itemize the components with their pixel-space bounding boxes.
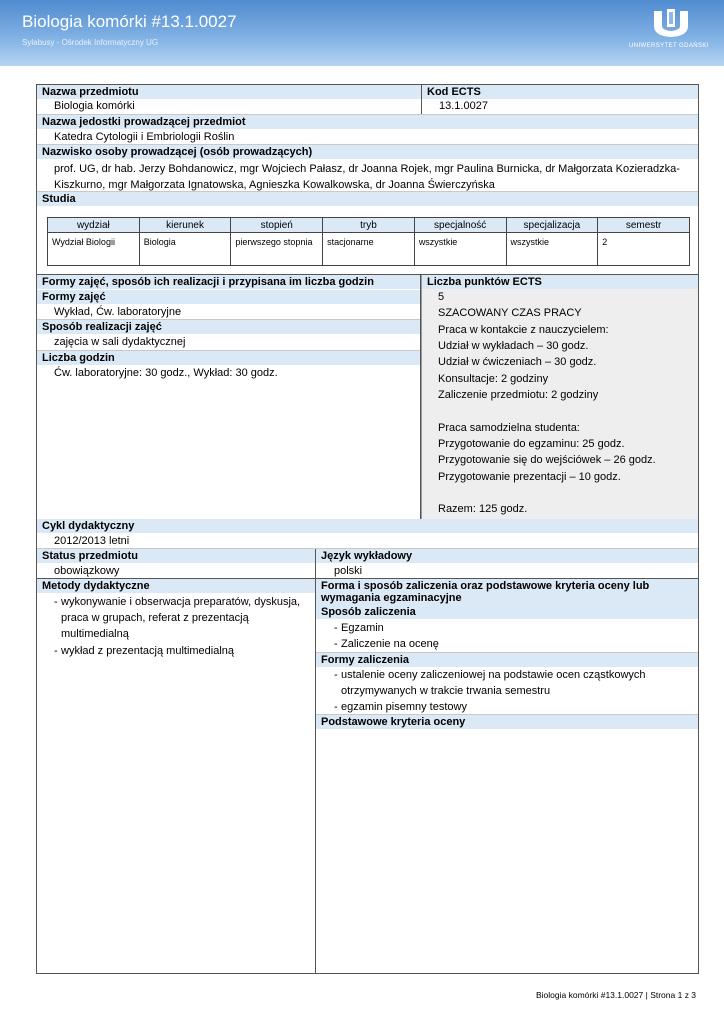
hours-label: Liczba godzin bbox=[37, 351, 420, 365]
ects-line: Praca samodzielna studenta: bbox=[438, 421, 580, 434]
ects-line: Przygotowanie prezentacji – 10 godz. bbox=[438, 470, 621, 483]
assessment-label-line-2: wymagania egzaminacyjne bbox=[321, 592, 462, 604]
ects-line: Przygotowanie się do wejściówek – 26 godz. bbox=[438, 454, 656, 467]
studia-cell-wydzial: Wydział Biologii bbox=[48, 233, 140, 266]
list-item: - wykład z prezentacją multimedialną bbox=[54, 643, 300, 659]
teachers-line-1: prof. UG, dr hab. Jerzy Bohdanowicz, mgr Wojciech Pałasz, dr Joanna Rojek, mgr Paulina Burnicka, dr Małgorzata Kozieradzka- bbox=[54, 163, 680, 175]
table-row bbox=[48, 233, 690, 266]
header-banner bbox=[0, 0, 724, 66]
list-item: - Egzamin bbox=[334, 622, 384, 634]
studia-cell-tryb: stacjonarne bbox=[323, 233, 415, 266]
method-label: Sposób realizacji zajęć bbox=[37, 320, 420, 334]
assessment-mode-label: Sposób zaliczenia bbox=[316, 605, 698, 619]
list-item: - ustalenie oceny zaliczeniowej na podstawie ocen cząstkowych otrzymywanych w trakcie trwania semestru bbox=[334, 667, 646, 699]
list-item: - egzamin pisemny testowy bbox=[334, 701, 467, 714]
studia-header-row bbox=[48, 218, 690, 233]
document-title: Biologia komórki #13.1.0027 bbox=[22, 12, 237, 31]
assessment-forms-label: Formy zaliczenia bbox=[316, 653, 698, 667]
studia-label: Studia bbox=[37, 192, 698, 206]
assessment-label bbox=[316, 579, 698, 605]
page-footer: Biologia komórki #13.1.0027 | Strona 1 z 3 bbox=[536, 990, 697, 1000]
language-value: polski bbox=[334, 565, 363, 577]
studia-table bbox=[47, 217, 690, 266]
ects-line: Przygotowanie do egzaminu: 25 godz. bbox=[438, 438, 625, 451]
hours-value: Ćw. laboratoryjne: 30 godz., Wykład: 30 godz. bbox=[54, 367, 278, 379]
list-item: - wykonywanie i obserwacja preparatów, dyskusja, praca w grupach, referat z prezentacją multimedialną bbox=[54, 594, 300, 643]
studia-cell-stopien: pierwszego stopnia bbox=[231, 233, 323, 266]
studia-col-specjalizacja: specjalizacja bbox=[506, 218, 598, 233]
assessment-forms-list bbox=[334, 667, 646, 716]
studia-col-specjalnosc: specjalność bbox=[414, 218, 506, 233]
ects-line: Konsultacje: 2 godziny bbox=[438, 372, 549, 385]
ects-line: Udział w ćwiczeniach – 30 godz. bbox=[438, 356, 597, 369]
assessment-mode-item: Zaliczenie na ocenę bbox=[341, 638, 439, 651]
methods-list bbox=[54, 594, 300, 659]
methods-label: Metody dydaktyczne bbox=[37, 579, 315, 593]
ects-code: 13.1.0027 bbox=[439, 100, 488, 112]
ects-line bbox=[438, 485, 656, 501]
method-value: zajęcia w sali dydaktycznej bbox=[54, 336, 186, 348]
forms-value: Wykład, Ćw. laboratoryjne bbox=[54, 306, 182, 318]
unit-name: Katedra Cytologii i Embriologii Roślin bbox=[54, 131, 235, 143]
studia-cell-semestr: 2 bbox=[598, 233, 690, 266]
studia-col-semestr: semestr bbox=[598, 218, 690, 233]
cycle-label: Cykl dydaktyczny bbox=[37, 519, 698, 533]
list-item: - Zaliczenie na ocenę bbox=[334, 638, 439, 651]
methods-item-1-line: praca w grupach, referat z prezentacją bbox=[61, 612, 249, 625]
studia-col-tryb: tryb bbox=[323, 218, 415, 233]
forms-section-label: Formy zajęć, sposób ich realizacji i przypisana im liczba godzin bbox=[37, 275, 420, 289]
ects-line bbox=[438, 403, 656, 419]
forms-label: Formy zajęć bbox=[37, 290, 420, 304]
ects-code-label: Kod ECTS bbox=[422, 85, 698, 99]
assessment-mode-item: Egzamin bbox=[341, 622, 384, 634]
ects-points-label: Liczba punktów ECTS bbox=[422, 275, 698, 289]
methods-item-2: wykład z prezentacją multimedialną bbox=[61, 644, 235, 657]
ects-line: Udział w wykładach – 30 godz. bbox=[438, 340, 589, 353]
ects-line: Zaliczenie przedmiotu: 2 godziny bbox=[438, 389, 599, 402]
teachers-label: Nazwisko osoby prowadzącej (osób prowadzących) bbox=[37, 145, 698, 159]
studia-cell-kierunek: Biologia bbox=[139, 233, 231, 266]
unit-label: Nazwa jedostki prowadzącej przedmiot bbox=[37, 115, 698, 129]
studia-cell-specjalnosc: wszystkie bbox=[414, 233, 506, 266]
ects-line: Razem: 125 godz. bbox=[438, 503, 528, 516]
course-name: Biologia komórki bbox=[54, 100, 135, 112]
ects-line: SZACOWANY CZAS PRACY bbox=[438, 307, 582, 320]
university-logo-icon bbox=[652, 8, 690, 38]
status-label: Status przedmiotu bbox=[37, 549, 315, 563]
ects-line: Praca w kontakcie z nauczycielem: bbox=[438, 323, 609, 336]
language-label: Język wykładowy bbox=[316, 549, 698, 563]
teachers-line-2: Kiszkurno, mgr Małgorzata Ignatowska, Agnieszka Kowalkowska, dr Joanna Świerczyńska bbox=[54, 179, 495, 191]
assessment-mode-list bbox=[334, 620, 439, 652]
criteria-label: Podstawowe kryteria oceny bbox=[316, 715, 698, 729]
studia-col-stopien: stopień bbox=[231, 218, 323, 233]
university-name: UNIWERSYTET GDAŃSKI bbox=[629, 43, 709, 49]
methods-item-1-line: wykonywanie i obserwacja preparatów, dyskusja, bbox=[61, 596, 301, 608]
document-subtitle: Sylabusy - Ośrodek Informatyczny UG bbox=[22, 38, 159, 47]
studia-col-kierunek: kierunek bbox=[139, 218, 231, 233]
ects-details bbox=[438, 289, 656, 518]
cycle-value: 2012/2013 letni bbox=[54, 535, 130, 547]
ects-line: 5 bbox=[438, 291, 445, 303]
studia-col-wydzial: wydział bbox=[48, 218, 140, 233]
assessment-forms-item-1-line: otrzymywanych w trakcie trwania semestru bbox=[341, 685, 551, 698]
studia-cell-specjalizacja: wszystkie bbox=[506, 233, 598, 266]
course-name-label: Nazwa przedmiotu bbox=[37, 85, 421, 99]
assessment-forms-item-1-line: ustalenie oceny zaliczeniowej na podstawie ocen cząstkowych bbox=[341, 669, 646, 681]
methods-item-1-line: multimedialną bbox=[61, 628, 129, 641]
status-value: obowiązkowy bbox=[54, 565, 120, 577]
assessment-forms-item-2: egzamin pisemny testowy bbox=[341, 701, 467, 714]
assessment-label-line-1: Forma i sposób zaliczenia oraz podstawowe kryteria oceny lub bbox=[321, 580, 650, 592]
